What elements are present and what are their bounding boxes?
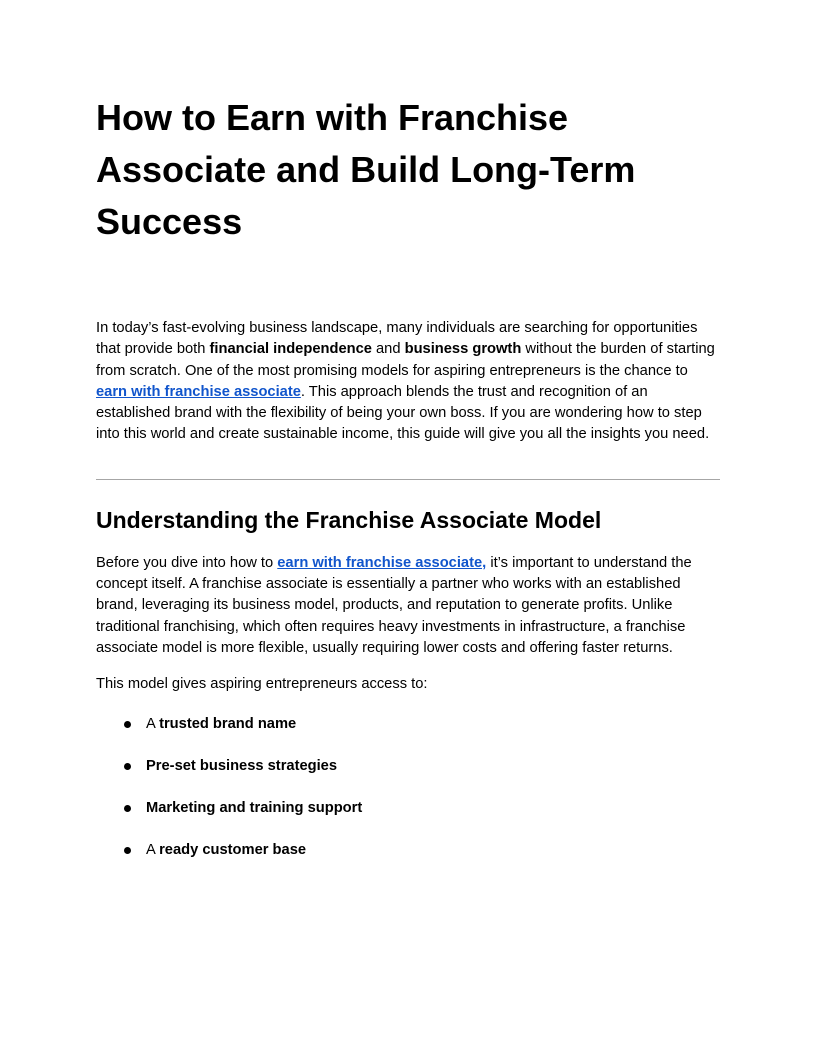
bullet-icon (124, 763, 131, 770)
list-item (96, 714, 720, 735)
bullet-icon (124, 847, 131, 854)
text-segment: Pre-set business strategies (146, 757, 338, 774)
document-title: How to Earn with Franchise Associate and Build Long-Term Success (96, 97, 636, 242)
text-segment: ready customer base (159, 842, 307, 859)
list-lead-in: This model gives aspiring entrepreneurs access to: (96, 676, 428, 693)
list-item-text (146, 800, 362, 816)
intro-paragraph (96, 318, 720, 446)
text-segment: it’s important to understand the concept itself. A franchise associate is essentially a partner who works with an established brand, leveraging its business model, products, and reputation to generate profits. Unlike traditional franchising, which often requires heavy investments in infrastructure, a franchise associate model is more flexible, usually requiring lower costs and offering faster returns. (96, 554, 692, 656)
list-item-text (146, 758, 337, 774)
text-segment: without the burden of starting from scratch. One of the most promising models for aspiring entrepreneurs is the chance to (96, 341, 715, 379)
inline-link[interactable]: earn with franchise associate (96, 383, 301, 400)
text-segment: A (146, 842, 160, 859)
text-segment: trusted brand name (159, 715, 297, 732)
list-item-text (146, 716, 296, 732)
text-segment: business growth (404, 341, 522, 358)
text-segment: financial independence (209, 341, 372, 358)
horizontal-divider (96, 479, 720, 480)
inline-link[interactable]: earn with franchise associate, (277, 554, 487, 571)
section-paragraph (96, 553, 720, 659)
text-segment: . This approach blends the trust and recognition of an established brand with the flexibility of being your own boss. If you are wondering how to step into this world and create sustainable income, this guide will give you all the insights you need. (96, 383, 710, 443)
text-segment: In today’s fast-evolving business landscape, many individuals are searching for opportunities that provide both (96, 320, 698, 358)
list-item (96, 756, 720, 777)
list-item (96, 840, 720, 861)
list-item-text (146, 842, 306, 858)
text-segment: Marketing and training support (146, 800, 363, 817)
benefits-list (96, 714, 720, 862)
text-segment: and (371, 341, 405, 358)
bullet-icon (124, 805, 131, 812)
text-segment: Before you dive into how to (96, 554, 278, 571)
list-item (96, 798, 720, 819)
bullet-icon (124, 721, 131, 728)
text-segment: A (146, 715, 160, 732)
section-heading: Understanding the Franchise Associate Model (96, 506, 602, 533)
